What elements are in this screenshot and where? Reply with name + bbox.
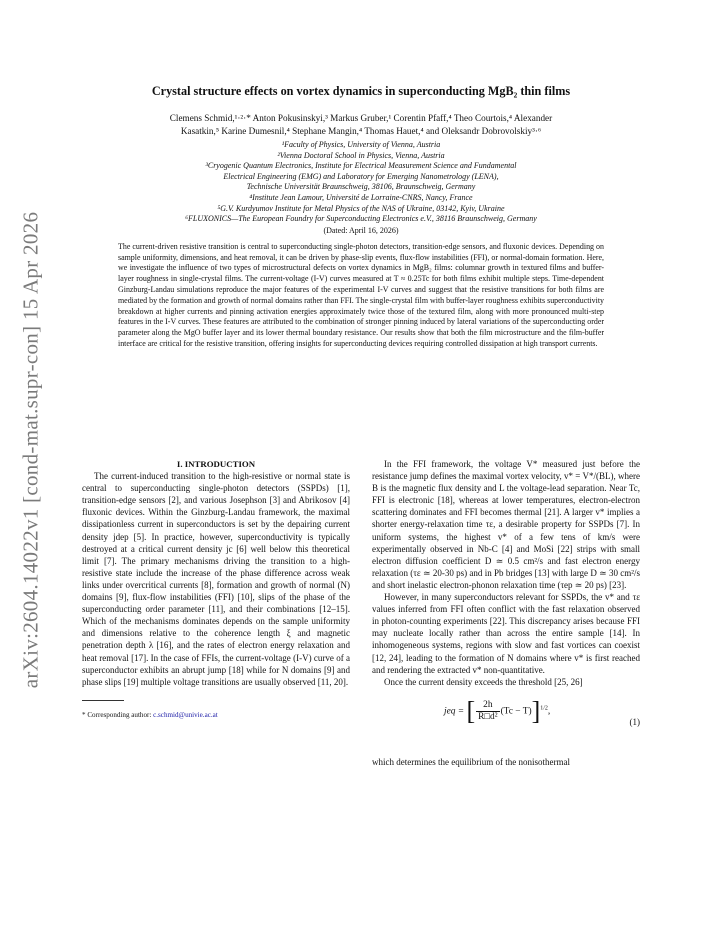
paper-front-matter: [82, 84, 640, 350]
authors-line-2: Kasatkin,⁵ Karine Dumesnil,⁴ Stephane Mangin,⁴ Thomas Hauet,⁴ and Oleksandr Dobrovolskiy³·⁶: [180, 125, 542, 136]
equation-number: (1): [629, 716, 640, 727]
left-bracket: [: [466, 696, 476, 726]
affiliation: ²Vienna Doctoral School in Physics, Vienna, Austria: [277, 150, 445, 160]
left-column: [82, 458, 350, 720]
affiliation: ⁶FLUXONICS—The European Foundry for Superconducting Electronics e.V., 38116 Braunschweig, Germany: [185, 214, 537, 224]
equation-expression: [444, 696, 551, 726]
equation-exponent: 1/2: [540, 705, 548, 712]
abstract: The current-driven resistive transition is central to superconducting single-photon detectors, transition-edge sensors, and fluxonic devices. Depending on sample uniformity, dimensions, and heat removal, it can be driven by phase-slip events, flux-flow instabilities (FFI), or normal-domain formation. Here, we investigate the influence of two types of microstructural defects on vortex dynamics in MgB₂ films: columnar growth in textured films and buffer-layer roughness in single-crystal films. The current-voltage (I-V) curves measured at T ≈ 0.25Tc for both films exhibit multiple steps. Time-dependent Ginzburg-Landau simulations reproduce the major features of the experimental I-V curves and suggest that the resistive transitions for both films are mediated by the formation and growth of normal domains rather than FFI. The single-crystal film with buffer-layer roughness exhibits superconductivity breakdown at higher currents and pinning activation energies approximately twice those of the textured film, along with more pronounced multi-step features in the I-V curves. These features are attributed to the combination of stronger pinning induced by lateral variations of the superconducting order parameter along the MgO buffer layer and its lower thermal boundary resistance. Our results show that both the film microstructure and the film-buffer interface are critical for the resistive transition, offering insights for superconducting devices requiring controlled dissipation at high transport currents.: [118, 241, 604, 348]
continuation-paragraph: which determines the equilibrium of the nonisothermal: [372, 756, 570, 767]
ssp-paragraph: However, in many superconductors relevant for SSPDs, the v* and τε values inferred from FFI often conflict with the fast relaxation observed in photon-counting experiments [22]. This discrepancy arises because FFI may nucleate locally rather than across the entire sample [14]. In inhomogeneous systems, regions with slow and fast vortices can coexist [12, 24], leading to the formation of N domains where v* is first reached and rendering the extracted v* non-quantitative.: [372, 592, 640, 675]
arxiv-id: arXiv:2604.14022v1 [cond-mat.supr-con] 15 Apr 2026: [18, 211, 43, 689]
author-list: [92, 112, 630, 137]
affiliation: Electrical Engineering (EMG) and Laboratory for Emerging Nanometrology (LENA),: [223, 171, 499, 181]
affiliation: ³Cryogenic Quantum Electronics, Institute for Electrical Measurement Science and Fundamental: [205, 161, 517, 171]
right-column: [372, 458, 640, 768]
affiliation: ⁵G.V. Kurdyumov Institute for Metal Physics of the NAS of Ukraine, 03142, Kyiv, Ukraine: [217, 203, 505, 213]
paper-title: Crystal structure effects on vortex dynamics in superconducting MgB₂ thin films: [151, 84, 571, 98]
footnote: [82, 711, 350, 720]
footnote-divider: [82, 700, 124, 701]
corresponding-author-email-link[interactable]: c.schmid@univie.ac.at: [153, 710, 218, 719]
ffi-paragraph: In the FFI framework, the voltage V* measured just before the resistance jump defines the maximal vortex velocity, v* = V*/(BL), where B is the magnetic flux density and L the voltage-lead separation. Near Tc, FFI is electronic [18], whereas at lower temperatures, electron-electron scattering dominates and FFI becomes thermal [21]. A larger v* implies a shorter energy-relaxation time τε, a desirable property for SSPDs [7]. In uniform systems, the highest v* of a few tens of km/s were experimentally observed in Nb-C [4] and MoSi [22] strips with small electron diffusion coefficient D ≃ 0.5 cm²/s and fast electron energy relaxation (τε ≃ 20-30 ps) and in Pb bridges [13] with large D ≃ 30 cm²/s and short inelastic electron-phonon relaxation time (τep ≃ 20 ps) [23].: [372, 459, 640, 590]
authors-line-1: Clemens Schmid,¹·²·* Anton Pokusinskyi,³ Markus Gruber,¹ Corentin Pfaff,⁴ Theo Courtois,⁴ Alexander: [169, 113, 553, 123]
equation-factor: (Tc − T): [500, 706, 532, 717]
footnote-label: * Corresponding author:: [82, 710, 154, 719]
date-line: (Dated: April 16, 2026): [323, 225, 399, 235]
fraction-denominator: R□d²: [478, 711, 498, 722]
affiliation: ¹Faculty of Physics, University of Vienna, Austria: [281, 140, 441, 149]
equation-fraction: [476, 700, 499, 723]
equation-lhs: jeq =: [444, 706, 465, 717]
affiliation: Technische Universität Braunschweig, 38106, Braunschweig, Germany: [246, 182, 476, 192]
arxiv-identifier-sidebar: [18, 200, 44, 700]
equation-1: [372, 698, 640, 746]
intro-paragraph: The current-induced transition to the high-resistive or normal state is central to superconducting single-photon detectors (SSPDs) [1], transition-edge sensors [2], and various Josephson [3] and Abrikosov [4] fluxonic devices. Within the Ginzburg-Landau framework, the maximal dissipationless current in superconductors is set by the depairing current density jdep [5]. In practice, however, superconductivity is typically destroyed at a critical current density jc [6] well below this theoretical limit [7]. The primary mechanisms driving the transition to a high-resistive state include the increase of the phase difference across weak links under overcritical currents [8], formation and growth of normal (N) domains [9], flux-flow instabilities (FFI) [10], slips of the phase of the superconducting order parameter [11], and their combinations [12–15]. Which of the mechanisms dominates depends on the sample uniformity and dimensions relative to the coherence length ξ and magnetic penetration depth λ [16], and the rates of electron energy relaxation and heat removal [17]. In the case of FFIs, the current-voltage (I-V) curve of a superconductor exhibits an abrupt jump [18] while for N domains [9] and phase slips [19] multiple voltage transitions are usually observed [11, 20].: [82, 471, 350, 687]
equation-tail: ,: [547, 706, 551, 717]
section-heading: I. INTRODUCTION: [176, 459, 256, 469]
affiliations: [82, 140, 640, 225]
fraction-numerator: 2h: [476, 700, 499, 712]
threshold-paragraph: Once the current density exceeds the threshold [25, 26]: [384, 676, 583, 687]
right-bracket: ]: [531, 696, 541, 726]
affiliation: ⁴Institute Jean Lamour, Université de Lorraine-CNRS, Nancy, France: [249, 192, 473, 202]
